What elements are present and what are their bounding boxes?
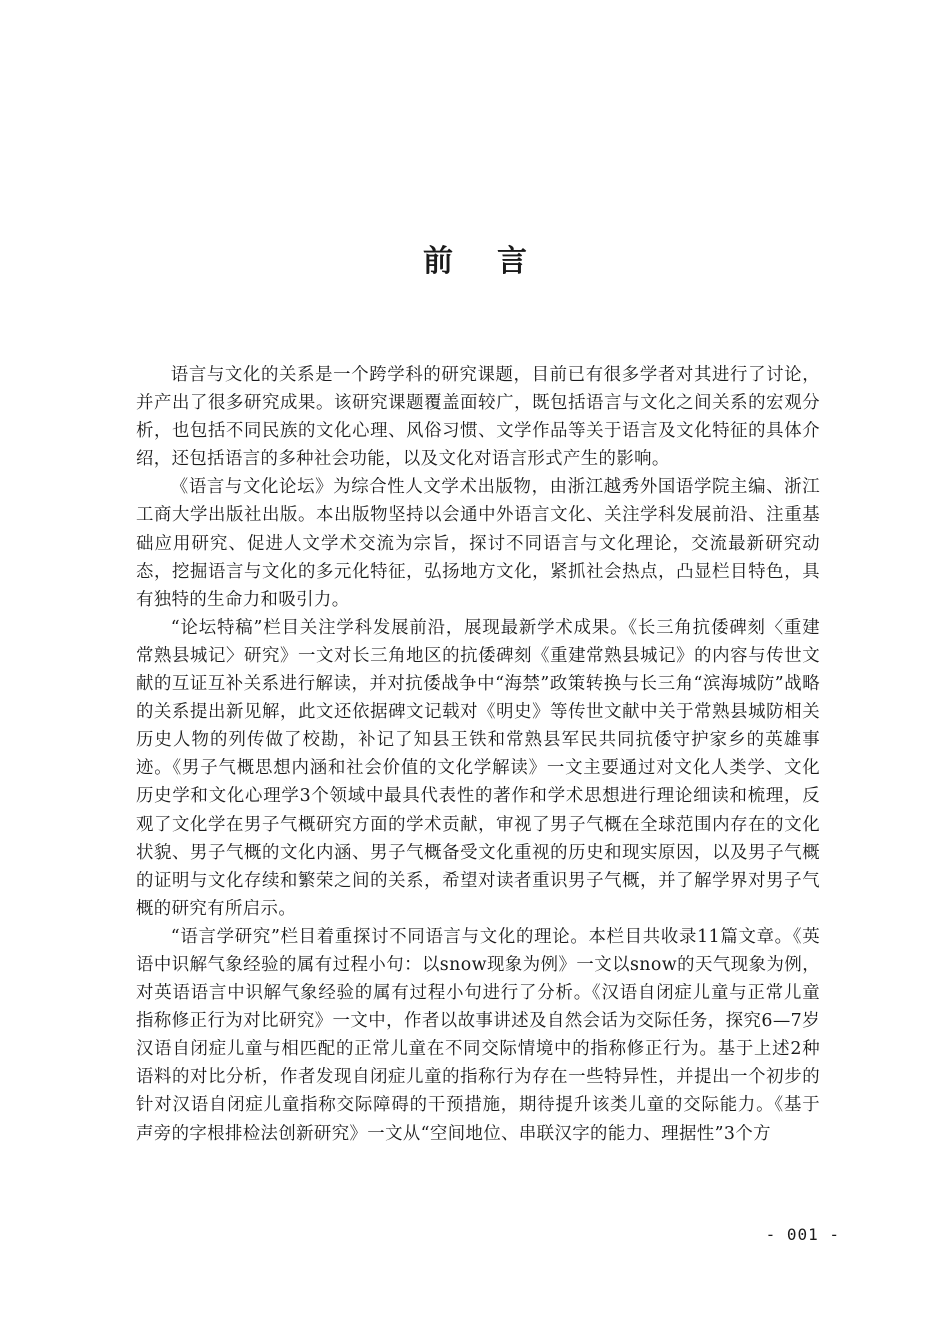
paragraph-2: 《语言与文化论坛》为综合性人文学术出版物，由浙江越秀外国语学院主编、浙江工商大学出版社出版。本出版物坚持以会通中外语言文化、关注学科发展前沿、注重基础应用研究、促进人文学术交流为宗旨，探讨不同语言与文化理论，交流最新研究动态，挖掘语言与文化的多元化特征，弘扬地方文化，紧抓社会热点，凸显栏目特色，具有独特的生命力和吸引力。 (136, 477, 820, 610)
paragraph-1: 语言与文化的关系是一个跨学科的研究课题，目前已有很多学者对其进行了讨论，并产出了很多研究成果。该研究课题覆盖面较广，既包括语言与文化之间关系的宏观分析，也包括不同民族的文化心理、风俗习惯、文学作品等关于语言及文化特征的具体介绍，还包括语言的多种社会功能，以及文化对语言形式产生的影响。 (136, 365, 820, 470)
paragraph-4: “语言学研究”栏目着重探讨不同语言与文化的理论。本栏目共收录11篇文章。《英语中识解气象经验的属有过程小句：以snow现象为例》一文以snow的天气现象为例，对英语语言中识解气象经验的属有过程小句进行了分析。《汉语自闭症儿童与正常儿童指称修正行为对比研究》一文中，作者以故事讲述及自然会话为交际任务，探究6—7岁汉语自闭症儿童与相匹配的正常儿童在不同交际情境中的指称修正行为。基于上述2种语料的对比分析，作者发现自闭症儿童的指称行为存在一些特异性，并提出一个初步的针对汉语自闭症儿童指称交际障碍的干预措施，期待提升该类儿童的交际能力。《基于声旁的字根排检法创新研究》一文从“空间地位、串联汉字的能力、理据性”3个方 (136, 926, 820, 1144)
page-title: 前言 (423, 244, 571, 280)
preface-body (136, 361, 820, 1148)
page-number: - 001 - (765, 1225, 840, 1244)
paragraph-3: “论坛特稿”栏目关注学科发展前沿，展现最新学术成果。《长三角抗倭碑刻〈重建常熟县城记〉研究》一文对长三角地区的抗倭碑刻《重建常熟县城记》的内容与传世文献的互证互补关系进行解读，并对抗倭战争中“海禁”政策转换与长三角“滨海城防”战略的关系提出新见解，此文还依据碑文记载对《明史》等传世文献中关于常熟县城防相关历史人物的列传做了校勘，补记了知县王铁和常熟县军民共同抗倭守护家乡的英雄事迹。《男子气概思想内涵和社会价值的文化学解读》一文主要通过对文化人类学、文化历史学和文化心理学3个领域中最具代表性的著作和学术思想进行理论细读和梳理，反观了文化学在男子气概研究方面的学术贡献，审视了男子气概在全球范围内存在的文化状貌、男子气概的文化内涵、男子气概备受文化重视的历史和现实原因，以及男子气概的证明与文化存续和繁荣之间的关系，希望对读者重识男子气概，并了解学界对男子气概的研究有所启示。 (136, 617, 820, 919)
